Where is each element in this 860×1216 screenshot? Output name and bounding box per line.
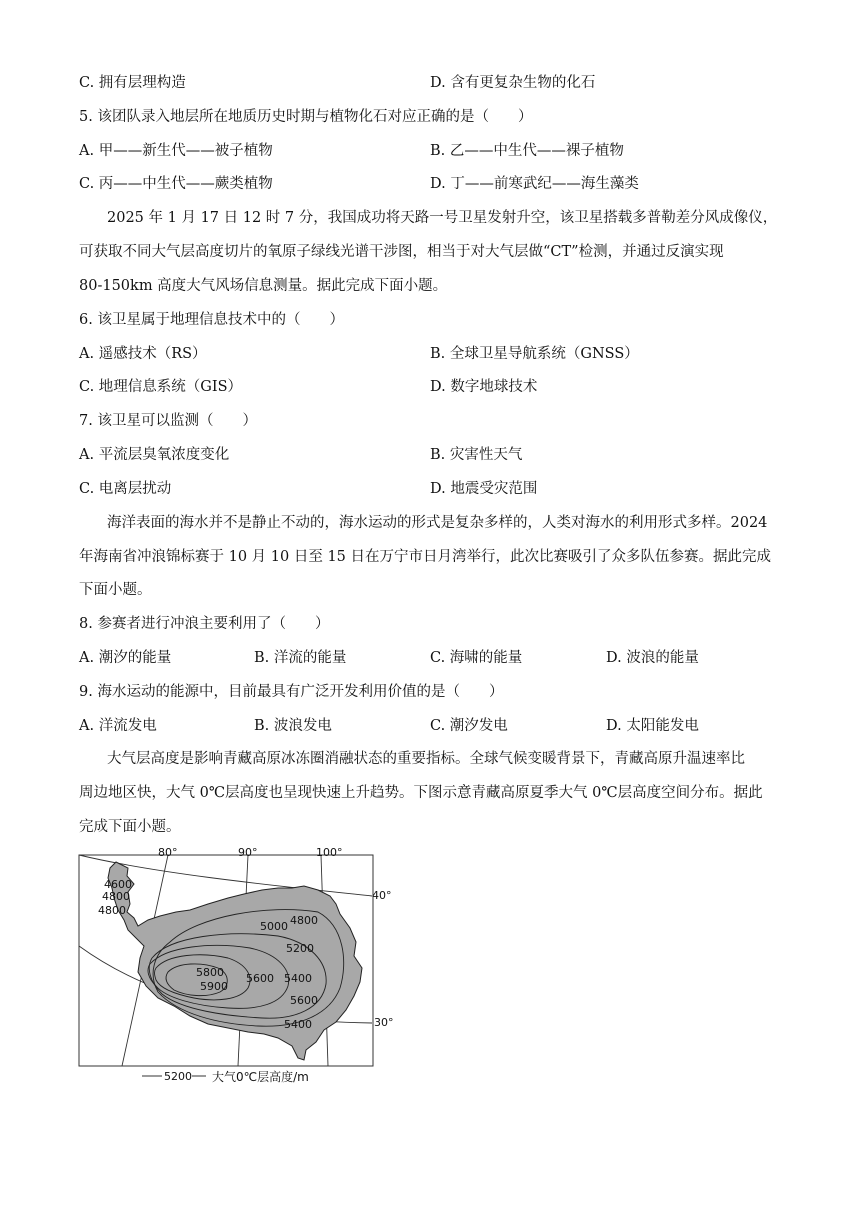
passage2-line3: 80-150km 高度大气风场信息测量。据此完成下面小题。: [79, 278, 448, 294]
map-svg: [78, 846, 394, 1086]
q8-option-b: B. 洋流的能量: [254, 650, 347, 666]
q6-option-a: A. 遥感技术（RS）: [79, 346, 207, 362]
q7-stem: 7. 该卫星可以监测（ ）: [79, 413, 257, 429]
q6-stem: 6. 该卫星属于地理信息技术中的（ ）: [79, 312, 344, 328]
contour-label: 5400: [284, 972, 312, 985]
legend-text: 大气0℃层高度/m: [212, 1070, 309, 1084]
contour-label: 4800: [290, 914, 318, 927]
passage2-line2: 可获取不同大气层高度切片的氧原子绿线光谱干涉图，相当于对大气层做“CT”检测，并通过反演实现: [79, 244, 724, 260]
passage3-line1: 海洋表面的海水并不是静止不动的，海水运动的形式是复杂多样的，人类对海水的利用形式多样。2024: [107, 515, 768, 531]
lon-label-100: 100°: [316, 846, 343, 859]
q4-option-c: C. 拥有层理构造: [79, 75, 186, 91]
q8-option-d: D. 波浪的能量: [606, 650, 699, 666]
q5-stem: 5. 该团队录入地层所在地质历史时期与植物化石对应正确的是（ ）: [79, 109, 533, 125]
q8-option-c: C. 海啸的能量: [430, 650, 523, 666]
q7-option-c: C. 电离层扰动: [79, 481, 172, 497]
q5-option-b: B. 乙——中生代——裸子植物: [430, 143, 624, 159]
passage4-line2: 周边地区快，大气 0℃层高度也呈现快速上升趋势。下图示意青藏高原夏季大气 0℃层高度空间分布。据此: [79, 785, 763, 801]
passage2-line1: 2025 年 1 月 17 日 12 时 7 分，我国成功将天路一号卫星发射升空，该卫星搭载多普勒差分风成像仪，: [107, 210, 778, 226]
q8-option-a: A. 潮汐的能量: [79, 650, 172, 666]
q9-option-a: A. 洋流发电: [79, 718, 157, 734]
contour-label: 4600: [104, 878, 132, 891]
q5-option-a: A. 甲——新生代——被子植物: [79, 143, 273, 159]
q7-option-a: A. 平流层臭氧浓度变化: [79, 447, 230, 463]
contour-label: 4800: [98, 904, 126, 917]
contour-label: 5900: [200, 980, 228, 993]
contour-label: 5000: [260, 920, 288, 933]
q5-option-c: C. 丙——中生代——蕨类植物: [79, 176, 273, 192]
contour-label: 4800: [102, 890, 130, 903]
q9-stem: 9. 海水运动的能源中，目前最具有广泛开发利用价值的是（ ）: [79, 684, 504, 700]
q6-option-c: C. 地理信息系统（GIS）: [79, 379, 243, 395]
q6-option-b: B. 全球卫星导航系统（GNSS）: [430, 346, 639, 362]
legend-sample-value: 5200: [164, 1070, 192, 1083]
q4-option-d: D. 含有更复杂生物的化石: [430, 75, 596, 91]
q6-option-d: D. 数字地球技术: [430, 379, 538, 395]
q8-stem: 8. 参赛者进行冲浪主要利用了（ ）: [79, 616, 330, 632]
lat-label-30: 30°: [374, 1016, 394, 1029]
lon-label-80: 80°: [158, 846, 178, 859]
passage4-line3: 完成下面小题。: [79, 819, 181, 835]
contour-label: 5800: [196, 966, 224, 979]
lat-label-40: 40°: [372, 889, 392, 902]
q9-option-b: B. 波浪发电: [254, 718, 332, 734]
lon-label-90: 90°: [238, 846, 258, 859]
contour-label: 5400: [284, 1018, 312, 1031]
contour-label: 5600: [290, 994, 318, 1007]
plateau-freezing-level-map: [78, 846, 394, 1086]
passage3-line3: 下面小题。: [79, 582, 152, 598]
contour-label: 5600: [246, 972, 274, 985]
q5-option-d: D. 丁——前寒武纪——海生藻类: [430, 176, 639, 192]
passage3-line2: 年海南省冲浪锦标赛于 10 月 10 日至 15 日在万宁市日月湾举行，此次比赛吸引了众多队伍参赛。据此完成: [79, 549, 772, 565]
q7-option-b: B. 灾害性天气: [430, 447, 523, 463]
passage4-line1: 大气层高度是影响青藏高原冰冻圈消融状态的重要指标。全球气候变暖背景下，青藏高原升温速率比: [107, 751, 745, 767]
q9-option-c: C. 潮汐发电: [430, 718, 508, 734]
contour-label: 5200: [286, 942, 314, 955]
q7-option-d: D. 地震受灾范围: [430, 481, 538, 497]
q9-option-d: D. 太阳能发电: [606, 718, 699, 734]
